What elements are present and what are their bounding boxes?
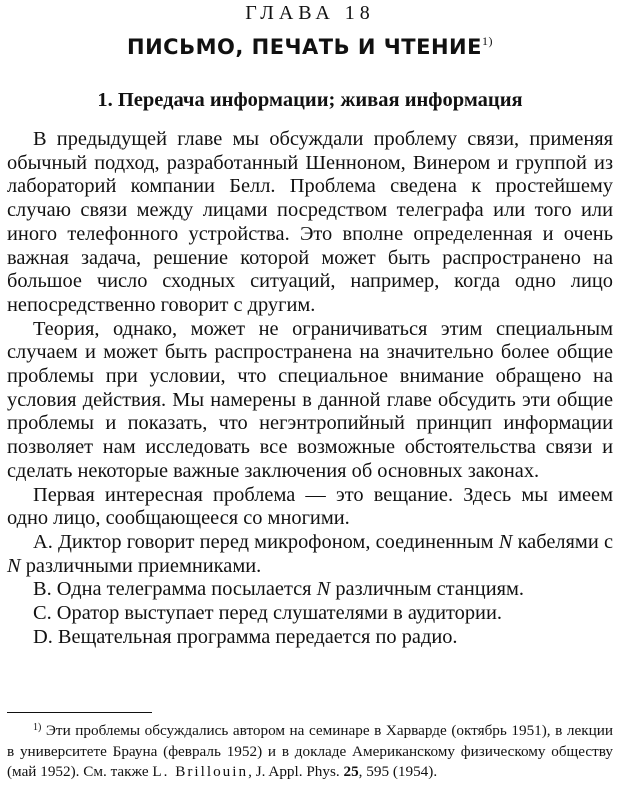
footnote bbox=[7, 718, 613, 783]
footnote-citation-prefix: , J. Appl. Phys. bbox=[248, 763, 344, 780]
footnote-citation-suffix: , 595 (1954). bbox=[358, 763, 438, 780]
body-text bbox=[7, 128, 613, 649]
list-item-b-after: различным станциям. bbox=[330, 578, 524, 601]
paragraph-3: Первая интересная проблема — это вещание. Здесь мы имеем одно лицо, сообщающееся со многими. bbox=[7, 483, 613, 530]
list-item-b-before: B. Одна телеграмма посылается bbox=[33, 578, 317, 601]
list-item-c: C. Оратор выступает перед слушателями в аудитории. bbox=[33, 602, 502, 625]
list-item-b-var: N bbox=[316, 578, 331, 601]
list-item-a-after: различными приемниками. bbox=[20, 554, 262, 577]
footnote-author: L. Brillouin bbox=[152, 763, 249, 780]
list-item-a-var: N bbox=[498, 530, 513, 553]
list-item-a-var2: N bbox=[7, 554, 21, 577]
paragraph-1: В предыдущей главе мы обсуждали проблему связи, применяя обычный подход, разработанный Шенноном, Винером и группой из лабораторий компании Белл. Проблема сведена к простейшему случаю связи между лицами посредством телеграфа или того или иного телефонного устройства. Это вполне определенная и очень важная задача, решение которой может быть распространено на большое число сходных ситуаций, например, когда одно лицо непосредственно говорит с другим. bbox=[7, 128, 613, 316]
list-item-a-middle: кабелями с bbox=[512, 530, 613, 553]
chapter-label: ГЛАВА 18 bbox=[245, 2, 375, 24]
footnote-mark: 1) bbox=[33, 722, 42, 733]
footnote-volume: 25 bbox=[343, 763, 359, 780]
paragraph-2: Теория, однако, может не ограничиваться этим специальным случаем и может быть распространена на значительно более общие проблемы при условии, что специальное внимание обращено на условия действия. Мы намерены в данной главе обсудить эти общие проблемы и показать, что негэнтропийный принцип информации позволяет нам исследовать все возможные обстоятельства связи и сделать некоторые важные заключения об основных законах. bbox=[7, 317, 613, 482]
list-item-d: D. Вещательная программа передается по радио. bbox=[33, 625, 458, 648]
section-heading: 1. Передача информации; живая информация bbox=[97, 89, 523, 111]
list-item-a bbox=[7, 531, 613, 578]
footnote-divider bbox=[7, 712, 152, 713]
chapter-title-footnote-mark: 1) bbox=[481, 34, 493, 48]
list-item-b bbox=[7, 578, 613, 602]
chapter-title-text: ПИСЬМО, ПЕЧАТЬ И ЧТЕНИЕ bbox=[127, 35, 482, 59]
chapter-title bbox=[0, 34, 620, 59]
footnote-text: Эти проблемы обсуждались автором на семинаре в Харварде (октябрь 1951), в лекции в университете Брауна (февраль 1952) и в докладе Американскому физическому обществу (май 1952). См. также bbox=[7, 722, 613, 780]
list-item-a-before: A. Диктор говорит перед микрофоном, соединенным bbox=[33, 530, 499, 553]
